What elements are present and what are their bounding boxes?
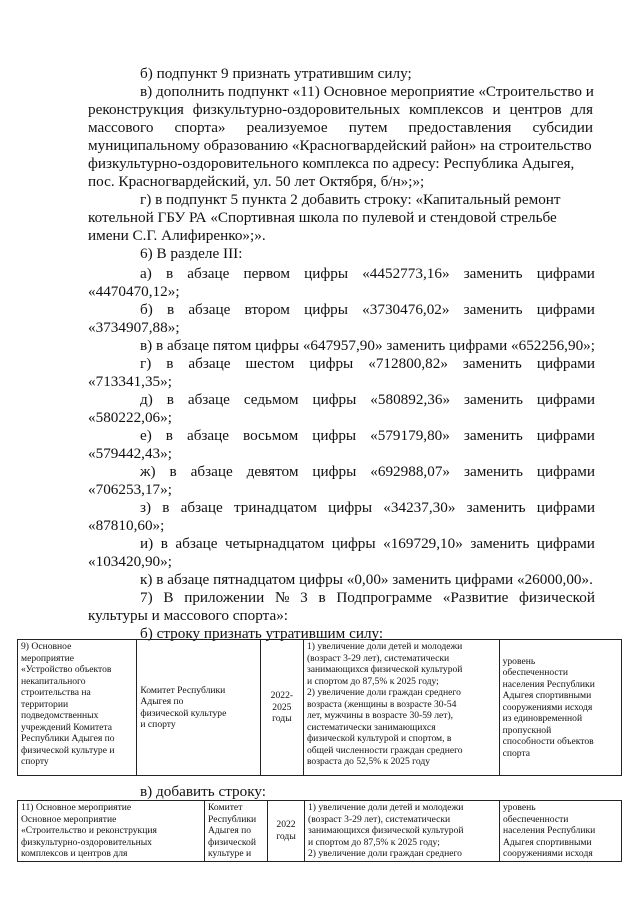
word: цифры bbox=[312, 391, 357, 408]
text-line: имени С.Г. Алифиренко»;». bbox=[88, 227, 266, 244]
table-row bbox=[18, 640, 622, 776]
word: массового bbox=[88, 119, 154, 136]
word: цифры bbox=[331, 535, 376, 552]
word: в bbox=[169, 463, 177, 480]
word: в bbox=[160, 535, 168, 552]
text-line: физкультурно-оздоровительного комплекса по адресу: Республика Адыгея, bbox=[88, 155, 575, 172]
word: реконструкция bbox=[88, 101, 184, 118]
word: «Развитие bbox=[442, 589, 509, 606]
word: реализуемое bbox=[246, 119, 328, 136]
word: цифрами bbox=[536, 427, 595, 444]
word: 3 bbox=[300, 589, 308, 606]
text-line bbox=[140, 264, 595, 283]
word: а) bbox=[140, 265, 152, 282]
word: девятом bbox=[246, 463, 299, 480]
text-line bbox=[140, 462, 595, 481]
text-line: котельной ГБУ РА «Спортивная школа по пулевой и стендовой стрельбе bbox=[88, 209, 557, 226]
word: «3730476,02» bbox=[362, 301, 450, 318]
text-line bbox=[140, 300, 595, 319]
word: абзаце bbox=[180, 499, 223, 516]
word: восьмом bbox=[243, 427, 299, 444]
measure-cell: 11) Основное мероприятие Основное мероприятие «Строительство и реконструкция физкультурно-оздоровительных комплексов и центров для bbox=[18, 801, 205, 862]
word: втором bbox=[244, 301, 290, 318]
word: и) bbox=[140, 535, 154, 552]
word: цифры bbox=[312, 427, 357, 444]
word: путем bbox=[348, 119, 388, 136]
word: абзаце bbox=[190, 463, 233, 480]
word: Подпрограмме bbox=[336, 589, 433, 606]
word: «4452773,16» bbox=[362, 265, 450, 282]
indicator-cell: уровень обеспеченности населения Республики Адыгея спортивными сооружениями исходя из единовременной пропускной способности объектов спорта bbox=[499, 640, 621, 776]
word: В bbox=[163, 589, 174, 606]
text-line: в) дополнить подпункт «11) Основное мероприятие «Строительство и bbox=[140, 83, 594, 100]
word: «712800,82» bbox=[368, 355, 448, 372]
word: четырнадцатом bbox=[224, 535, 325, 552]
word: заменить bbox=[463, 301, 523, 318]
word: цифры bbox=[309, 355, 354, 372]
word: е) bbox=[140, 427, 152, 444]
word: в bbox=[318, 589, 326, 606]
text-line bbox=[140, 534, 595, 553]
word: ж) bbox=[140, 463, 156, 480]
text-line: к) в абзаце пятнадцатом цифры «0,00» заменить цифрами «26000,00». bbox=[140, 571, 593, 588]
word: физкультурно-оздоровительных bbox=[192, 101, 401, 118]
text-line bbox=[140, 354, 595, 373]
word: в bbox=[166, 301, 175, 318]
text-line: в) добавить строку: bbox=[140, 783, 267, 800]
text-line bbox=[88, 100, 593, 119]
word: цифры bbox=[304, 265, 349, 282]
word: цифрами bbox=[536, 391, 595, 408]
text-line: в) в абзаце пятом цифры «647957,90» заменить цифрами «652256,90»; bbox=[140, 337, 595, 354]
text-line: «103420,90»; bbox=[88, 553, 172, 570]
word: абзаце bbox=[175, 535, 218, 552]
word: цифрами bbox=[536, 463, 595, 480]
word: комплексов bbox=[409, 101, 484, 118]
text-line: б) строку признать утратившим силу: bbox=[140, 625, 384, 642]
word: цифрами bbox=[536, 301, 595, 318]
word: цифрами bbox=[536, 535, 595, 552]
word: абзаце bbox=[188, 301, 231, 318]
word: спорта» bbox=[174, 119, 226, 136]
word: в bbox=[162, 499, 170, 516]
text-line bbox=[140, 588, 595, 607]
word: абзаце bbox=[187, 265, 230, 282]
results-cell: 1) увеличение доли детей и молодежи (возраст 3-29 лет), систематически занимающихся физической культурой и спортом до 87,5% к 2025 году; 2) увеличение доли граждан среднего возраста (женщины в возрасте 30-54 лет, мужчины в возрасте 30-59 лет), систематически занимающихся физической культурой и спортом, в общей численности граждан среднего возраста до 52,5% к 2025 году bbox=[303, 640, 499, 776]
word: «580892,36» bbox=[370, 391, 451, 408]
word: центров bbox=[509, 101, 562, 118]
text-line: «3734907,88»; bbox=[88, 319, 180, 336]
word: заменить bbox=[463, 463, 523, 480]
word: «169729,10» bbox=[383, 535, 463, 552]
indicator-cell: уровень обеспеченности населения Республики Адыгея спортивными сооружениями исходя bbox=[500, 801, 622, 862]
word: в bbox=[165, 427, 173, 444]
word: заменить bbox=[470, 535, 530, 552]
text-line bbox=[140, 426, 595, 445]
word: абзаце bbox=[188, 355, 231, 372]
text-line: культуры и массового спорта»: bbox=[88, 607, 289, 624]
executor-cell: Комитет Республики Адыгея по физической культуре и bbox=[205, 801, 268, 862]
text-line bbox=[140, 498, 595, 517]
word: 7) bbox=[140, 589, 153, 606]
word: цифры bbox=[312, 463, 357, 480]
word: первом bbox=[243, 265, 290, 282]
executor-cell: Комитет Республики Адыгея по физической культуре и спорту bbox=[137, 640, 260, 776]
word: «579179,80» bbox=[370, 427, 450, 444]
word: «34237,30» bbox=[383, 499, 456, 516]
word: заменить bbox=[462, 355, 522, 372]
word: в bbox=[166, 391, 174, 408]
word: г) bbox=[140, 355, 152, 372]
word: цифрами bbox=[536, 355, 595, 372]
text-line: «4470470,12»; bbox=[88, 283, 180, 300]
word: в bbox=[165, 265, 174, 282]
word: приложении bbox=[184, 589, 265, 606]
word: заменить bbox=[463, 265, 523, 282]
word: заменить bbox=[463, 391, 523, 408]
word: тринадцатом bbox=[233, 499, 317, 516]
word: № bbox=[274, 589, 290, 606]
word: предоставления bbox=[408, 119, 512, 136]
results-cell: 1) увеличение доли детей и молодежи (возраст 3-29 лет), систематически занимающихся физической культурой и спортом до 87,5% к 2025 году; 2) увеличение доли граждан среднего bbox=[305, 801, 500, 862]
word: цифры bbox=[328, 499, 373, 516]
word: цифры bbox=[304, 301, 348, 318]
word: абзаце bbox=[187, 391, 230, 408]
period-cell: 2022- 2025 годы bbox=[260, 640, 303, 776]
word: заменить bbox=[466, 499, 526, 516]
word: шестом bbox=[245, 355, 295, 372]
word: абзаце bbox=[186, 427, 230, 444]
word: б) bbox=[140, 301, 153, 318]
word: цифрами bbox=[536, 265, 595, 282]
table-row bbox=[18, 801, 622, 862]
measure-cell: 9) Основное мероприятие «Устройство объектов некапитального строительства на территории подведомственных учреждений Комитета Республики Адыгея по физической культуре и спорту bbox=[18, 640, 137, 776]
word: физической bbox=[519, 589, 595, 606]
word: цифрами bbox=[536, 499, 595, 516]
text-line bbox=[88, 118, 593, 137]
text-line: «579442,43»; bbox=[88, 445, 172, 462]
period-cell: 2022 годы bbox=[268, 801, 305, 862]
word: «692988,07» bbox=[370, 463, 450, 480]
word: з) bbox=[140, 499, 152, 516]
word: д) bbox=[140, 391, 153, 408]
text-line: муниципальному образованию «Красногвардейский район» на строительство bbox=[88, 137, 592, 154]
word: заменить bbox=[463, 427, 523, 444]
text-line: «87810,60»; bbox=[88, 517, 165, 534]
text-line: «706253,17»; bbox=[88, 481, 172, 498]
word: субсидии bbox=[532, 119, 593, 136]
repealed-row-table bbox=[17, 639, 622, 776]
text-line: пос. Красногвардейский, ул. 50 лет Октября, б/н»;»; bbox=[88, 173, 425, 190]
text-line: «580222,06»; bbox=[88, 409, 172, 426]
text-line: г) в подпункт 5 пункта 2 добавить строку: «Капитальный ремонт bbox=[140, 191, 561, 208]
text-line: б) подпункт 9 признать утратившим силу; bbox=[140, 65, 412, 82]
text-line bbox=[140, 390, 595, 409]
text-line: «713341,35»; bbox=[88, 373, 172, 390]
word: и bbox=[492, 101, 501, 118]
word: в bbox=[166, 355, 174, 372]
added-row-table bbox=[17, 800, 622, 862]
word: седьмом bbox=[243, 391, 299, 408]
word: для bbox=[570, 101, 593, 118]
text-line: 6) В разделе III: bbox=[140, 245, 243, 262]
